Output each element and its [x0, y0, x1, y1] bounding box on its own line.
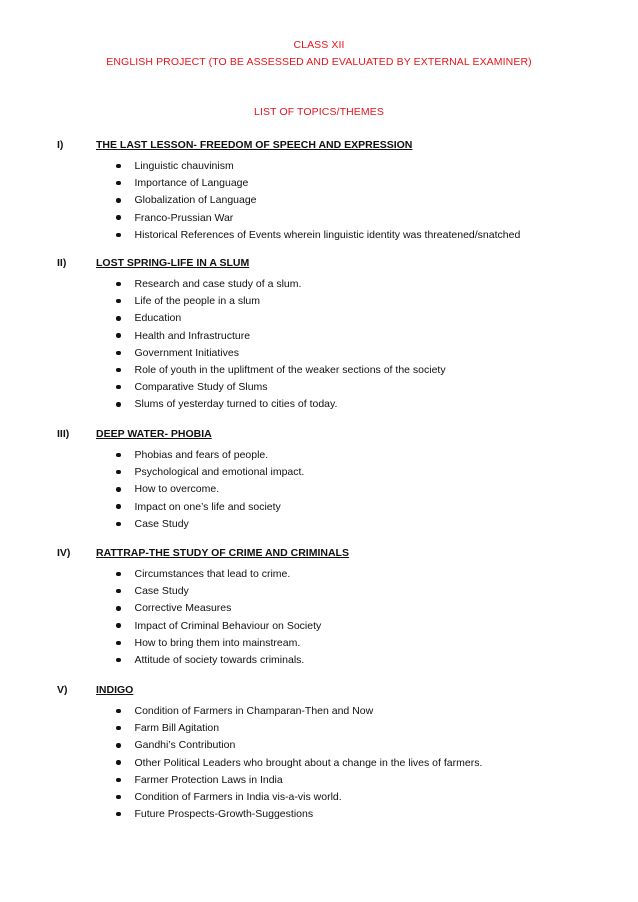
list-item	[116, 501, 281, 513]
list-item-text: Gandhi’s Contribution	[134, 739, 236, 752]
list-item	[116, 602, 231, 614]
section-title: LOST SPRING-LIFE IN A SLUM	[96, 257, 250, 269]
bullet-icon	[116, 623, 121, 628]
list-item-text: Government Initiatives	[134, 346, 239, 359]
list-item	[116, 347, 239, 359]
section-number: I)	[57, 139, 64, 151]
bullet-icon	[116, 215, 121, 220]
list-item	[116, 568, 290, 580]
list-item-text: Case Study	[134, 585, 189, 598]
bullet-icon	[116, 778, 121, 783]
bullet-icon	[116, 606, 121, 611]
list-item-text: Life of the people in a slum	[134, 295, 260, 308]
list-item	[116, 722, 219, 734]
bullet-icon	[116, 282, 121, 287]
list-item-text: Importance of Language	[134, 177, 249, 190]
list-item-text: Phobias and fears of people.	[134, 449, 269, 461]
list-item	[116, 654, 304, 666]
section-number: III)	[57, 428, 70, 440]
list-item	[116, 705, 373, 717]
section-title: THE LAST LESSON- FREEDOM OF SPEECH AND EXPRESSION	[96, 139, 413, 151]
list-item-text: Historical References of Events wherein linguistic identity was threatened/snatched	[134, 228, 521, 241]
bullet-icon	[116, 385, 121, 390]
list-item	[116, 330, 250, 342]
bullet-icon	[116, 487, 121, 492]
bullet-icon	[116, 522, 121, 527]
list-item	[116, 229, 520, 241]
section-title: DEEP WATER- PHOBIA	[96, 428, 212, 440]
section-title: INDIGO	[96, 684, 134, 696]
list-item	[116, 757, 482, 769]
list-item-text: Psychological and emotional impact.	[134, 466, 305, 479]
bullet-icon	[116, 402, 121, 407]
list-item	[116, 160, 234, 172]
list-item-text: Circumstances that lead to crime.	[134, 568, 291, 580]
list-item	[116, 212, 233, 224]
list-item-text: Corrective Measures	[134, 602, 232, 615]
section-title: RATTRAP-THE STUDY OF CRIME AND CRIMINALS	[96, 547, 349, 559]
list-item	[116, 585, 189, 597]
topics-list-heading: LIST OF TOPICS/THEMES	[254, 106, 384, 118]
class-heading: CLASS XII	[293, 39, 345, 51]
list-item-text: Impact on one’s life and society	[134, 500, 281, 513]
bullet-icon	[116, 795, 121, 800]
bullet-icon	[116, 470, 121, 475]
list-item-text: Linguistic chauvinism	[134, 160, 234, 172]
list-item	[116, 518, 189, 530]
section-number: II)	[57, 257, 67, 269]
list-item-text: Comparative Study of Slums	[134, 381, 268, 394]
bullet-icon	[116, 233, 121, 238]
list-item	[116, 398, 337, 410]
list-item-text: Attitude of society towards criminals.	[134, 654, 305, 666]
list-item-text: Impact of Criminal Behaviour on Society	[134, 619, 322, 632]
bullet-icon	[116, 299, 121, 304]
bullet-icon	[116, 709, 121, 714]
bullet-icon	[116, 316, 121, 321]
list-item	[116, 295, 260, 307]
list-item-text: Research and case study of a slum.	[134, 278, 302, 290]
list-item-text: Education	[134, 312, 182, 325]
project-heading: ENGLISH PROJECT (TO BE ASSESSED AND EVALUATED BY EXTERNAL EXAMINER)	[106, 56, 532, 68]
bullet-icon	[116, 333, 121, 338]
bullet-icon	[116, 164, 121, 169]
list-item-text: Slums of yesterday turned to cities of today.	[134, 398, 338, 411]
section-number: IV)	[57, 547, 71, 559]
bullet-icon	[116, 453, 121, 458]
section-number: V)	[57, 684, 68, 696]
list-item-text: Condition of Farmers in Champaran-Then and Now	[134, 705, 374, 717]
list-item-text: Franco-Prussian War	[134, 211, 234, 224]
list-item	[116, 483, 219, 495]
bullet-icon	[116, 351, 121, 356]
list-item	[116, 449, 268, 461]
list-item	[116, 278, 301, 290]
list-item	[116, 194, 257, 206]
list-item	[116, 381, 268, 393]
list-item	[116, 808, 313, 820]
list-item	[116, 620, 321, 632]
list-item-text: Farm Bill Agitation	[134, 722, 220, 735]
list-item-text: Case Study	[134, 517, 189, 530]
list-item	[116, 774, 283, 786]
bullet-icon	[116, 572, 121, 577]
list-item-text: Health and Infrastructure	[134, 329, 251, 342]
bullet-icon	[116, 743, 121, 748]
bullet-icon	[116, 658, 121, 663]
list-item-text: Condition of Farmers in India vis-a-vis world.	[134, 791, 342, 803]
bullet-icon	[116, 504, 121, 509]
bullet-icon	[116, 589, 121, 594]
list-item	[116, 177, 248, 189]
list-item-text: Farmer Protection Laws in India	[134, 773, 283, 786]
bullet-icon	[116, 198, 121, 203]
list-item	[116, 791, 342, 803]
bullet-icon	[116, 726, 121, 731]
bullet-icon	[116, 812, 121, 817]
list-item-text: Globalization of Language	[134, 194, 257, 207]
bullet-icon	[116, 760, 121, 765]
list-item-text: How to bring them into mainstream.	[134, 636, 301, 649]
list-item	[116, 466, 304, 478]
list-item-text: How to overcome.	[134, 483, 220, 496]
list-item	[116, 739, 235, 751]
list-item-text: Future Prospects-Growth-Suggestions	[134, 808, 314, 821]
list-item-text: Other Political Leaders who brought about a change in the lives of farmers.	[134, 756, 483, 769]
bullet-icon	[116, 368, 121, 373]
list-item	[116, 364, 446, 376]
bullet-icon	[116, 641, 121, 646]
list-item	[116, 312, 181, 324]
bullet-icon	[116, 181, 121, 186]
list-item	[116, 637, 300, 649]
list-item-text: Role of youth in the upliftment of the weaker sections of the society	[134, 364, 446, 376]
